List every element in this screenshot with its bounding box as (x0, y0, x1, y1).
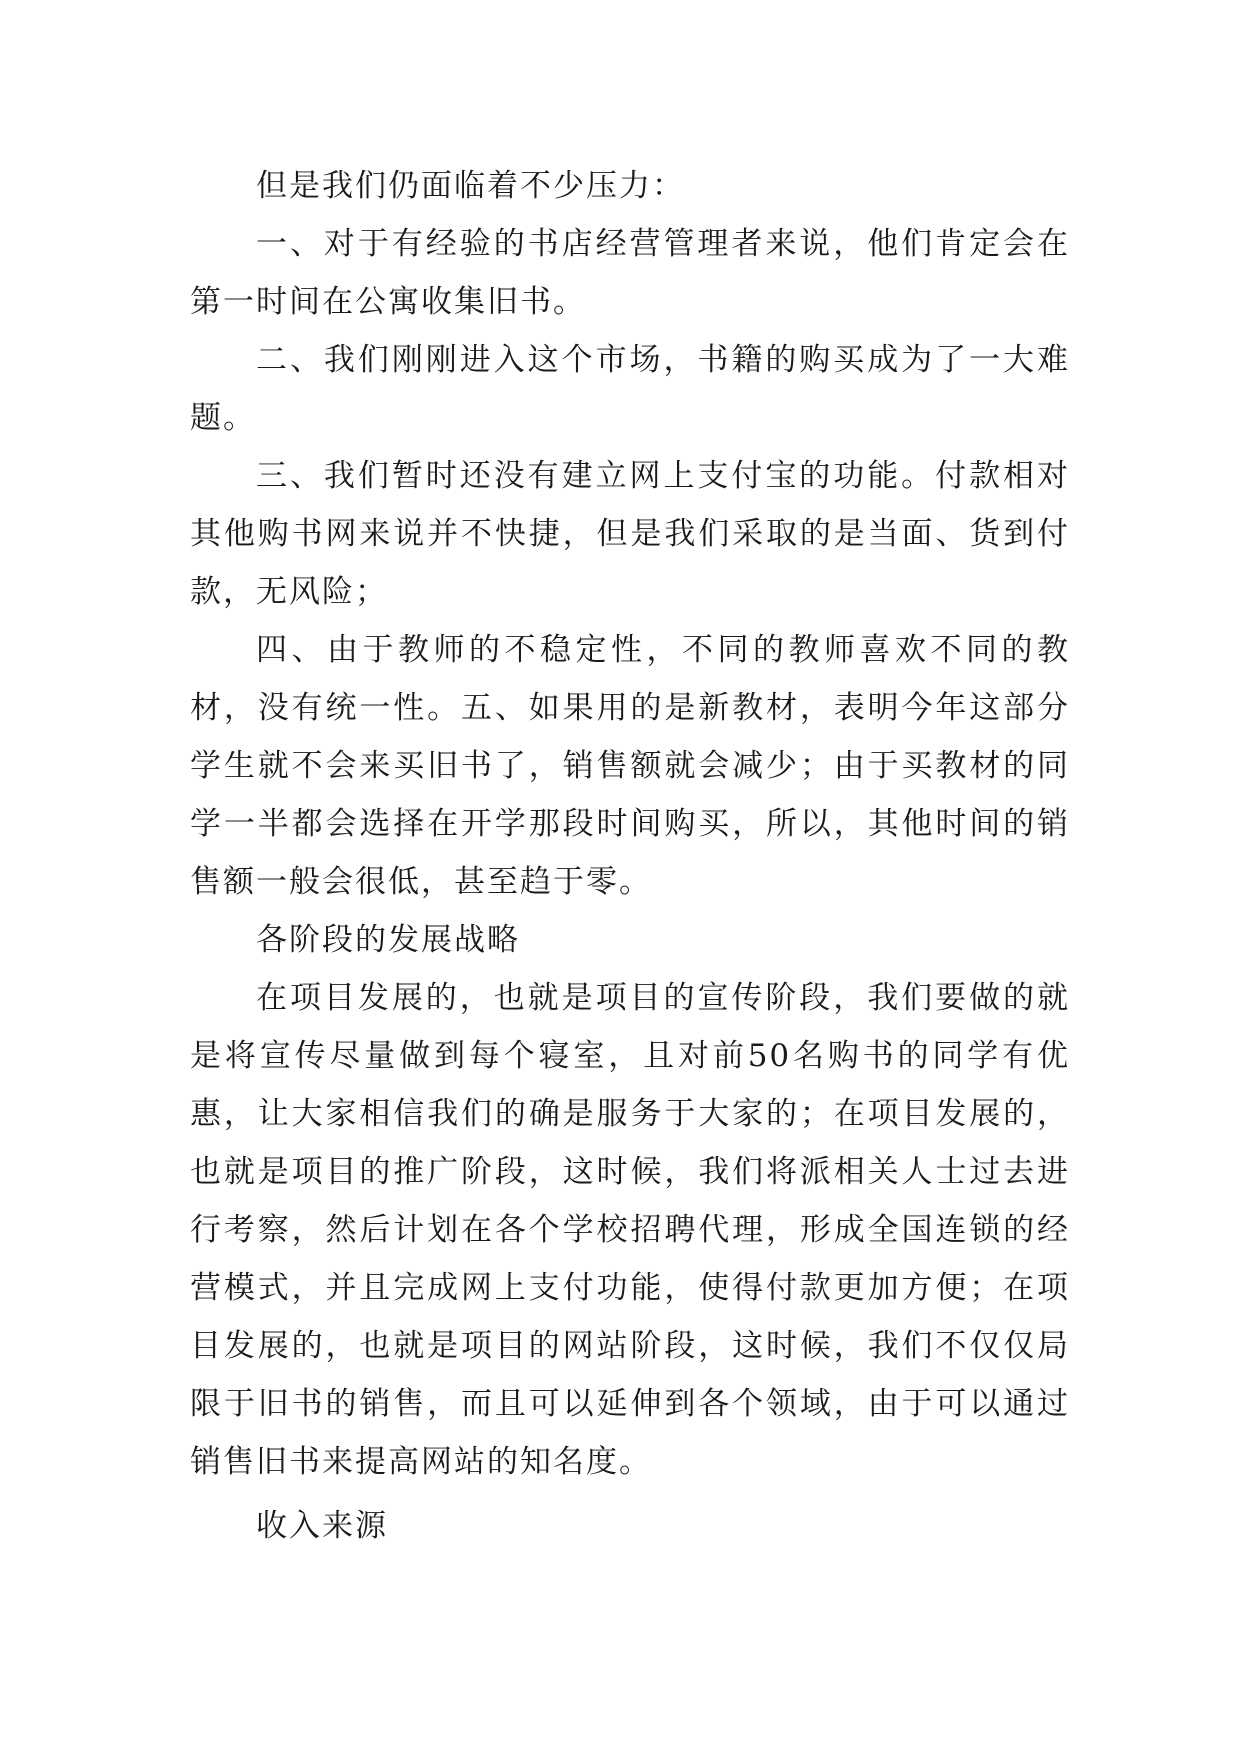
section-heading-strategy: 各阶段的发展战略 (256, 922, 520, 958)
paragraph-point-two: 二、我们刚刚进入这个市场，书籍的购买成为了一大难题。 (190, 342, 1070, 436)
section-heading-income: 收入来源 (256, 1508, 388, 1544)
paragraph-strategy: 在项目发展的，也就是项目的宣传阶段，我们要做的就是将宣传尽量做到每个寝室，且对前50名购书的同学有优惠，让大家相信我们的确是服务于大家的；在项目发展的，也就是项目的推广阶段，这时候，我们将派相关人士过去进行考察，然后计划在各个学校招聘代理，形成全国连锁的经营模式，并且完成网上支付功能，使得付款更加方便；在项目发展的，也就是项目的网站阶段，这时候，我们不仅仅局限于旧书的销售，而且可以延伸到各个领域，由于可以通过销售旧书来提高网站的知名度。 (190, 980, 1070, 1480)
document-body (190, 157, 1070, 1555)
paragraph-pressure-intro: 但是我们仍面临着不少压力： (256, 168, 685, 204)
paragraph-point-four-five: 四、由于教师的不稳定性，不同的教师喜欢不同的教材，没有统一性。五、如果用的是新教材，表明今年这部分学生就不会来买旧书了，销售额就会减少；由于买教材的同学一半都会选择在开学那段时间购买，所以，其他时间的销售额一般会很低，甚至趋于零。 (190, 632, 1070, 900)
paragraph-point-three: 三、我们暂时还没有建立网上支付宝的功能。付款相对其他购书网来说并不快捷，但是我们采取的是当面、货到付款，无风险； (190, 458, 1070, 610)
paragraph-point-one: 一、对于有经验的书店经营管理者来说，他们肯定会在第一时间在公寓收集旧书。 (190, 226, 1070, 320)
